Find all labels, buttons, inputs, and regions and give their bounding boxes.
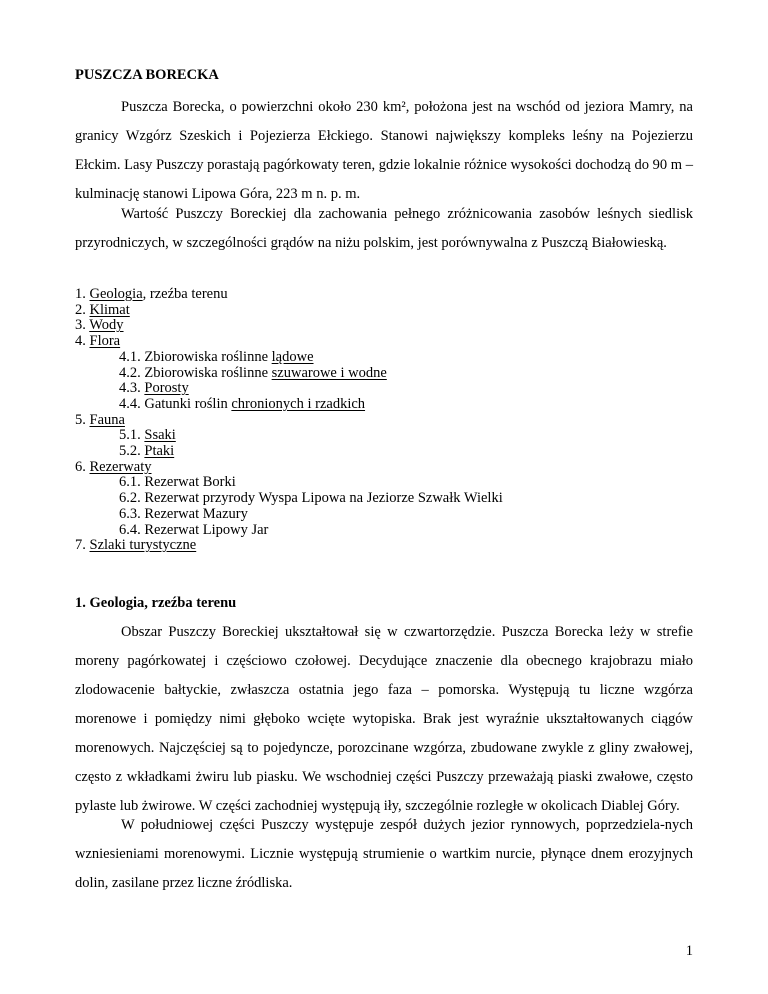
section-heading: 1. Geologia, rzeźba terenu — [75, 595, 237, 611]
toc-item: 3. Wody — [75, 317, 124, 334]
toc-link-fauna[interactable]: Fauna — [89, 411, 125, 428]
toc-link-ssaki[interactable]: Ssaki — [144, 427, 176, 444]
toc-item: 4.3. Porosty — [119, 380, 189, 397]
toc-link-szuwarowe[interactable]: szuwarowe i wodne — [271, 364, 387, 381]
toc-item: 6.3. Rezerwat Mazury — [119, 505, 248, 522]
section-paragraph-2: W południowej części Puszczy występuje zespół dużych jezior rynnowych, poprzedziela-nych wzniesieniami morenowymi. Licznie występują strumienie o wartkim nurcie, płynące dnem erozyjnych dolin, zasilane przez liczne źródliska. — [75, 817, 693, 891]
toc-item: 5. Fauna — [75, 411, 125, 428]
toc-link-porosty[interactable]: Porosty — [144, 380, 189, 397]
toc-link-klimat[interactable]: Klimat — [89, 301, 130, 318]
toc-item: 4.1. Zbiorowiska roślinne lądowe — [119, 348, 314, 365]
toc-item: 2. Klimat — [75, 301, 130, 318]
intro-paragraph-1: Puszcza Borecka, o powierzchni około 230 km², położona jest na wschód od jeziora Mamry, na granicy Wzgórz Szeskich i Pojezierza Ełckiego. Stanowi największy kompleks leśny na Pojezierzu Ełckim. Lasy Puszczy porastają pagórkowaty teren, gdzie lokalnie różnice wysokości dochodzą do 90 m – kulminację stanowi Lipowa Góra, 223 m n. p. m. — [75, 99, 693, 202]
toc-item: 4.4. Gatunki roślin chronionych i rzadkich — [119, 395, 366, 412]
toc-item: 1. Geologia, rzeźba terenu — [75, 286, 228, 302]
toc-link-flora[interactable]: Flora — [89, 333, 121, 350]
toc-link-szlaki[interactable]: Szlaki turystyczne — [89, 537, 197, 554]
toc-item: 6.2. Rezerwat przyrody Wyspa Lipowa na Jeziorze Szwałk Wielki — [119, 490, 503, 507]
toc-item: 4. Flora — [75, 333, 121, 350]
toc-item: 6.4. Rezerwat Lipowy Jar — [119, 521, 269, 538]
toc-link-ptaki[interactable]: Ptaki — [144, 443, 175, 460]
toc-item: 7. Szlaki turystyczne — [75, 537, 197, 554]
toc-item: 5.2. Ptaki — [119, 443, 175, 460]
toc-link-geologia[interactable]: Geologia — [89, 286, 143, 302]
toc-link-ladowe[interactable]: lądowe — [271, 348, 314, 365]
toc-item: 4.2. Zbiorowiska roślinne szuwarowe i wodne — [119, 364, 387, 381]
toc-link-chronionych[interactable]: chronionych i rzadkich — [231, 395, 366, 412]
intro-paragraph-2: Wartość Puszczy Boreckiej dla zachowania pełnego zróżnicowania zasobów leśnych siedlisk przyrodniczych, w szczególności grądów na niżu polskim, jest porównywalna z Puszczą Białowieską. — [75, 206, 693, 251]
toc-item: 6.1. Rezerwat Borki — [119, 474, 236, 491]
toc-link-wody[interactable]: Wody — [89, 317, 124, 334]
document-title: PUSZCZA BORECKA — [75, 67, 219, 83]
section-paragraph-1: Obszar Puszczy Boreckiej ukształtował się w czwartorzędzie. Puszcza Borecka leży w strefie moreny pagórkowatej i częściowo czołowej. Decydujące znaczenie dla obecnego krajobrazu miało zlodowacenie bałtyckie, zwłaszcza ostatnia jego faza – pomorska. Występują tu liczne wzgórza morenowe i pomiędzy nimi głęboko wcięte wytopiska. Brak jest wyraźnie ukształtowanych ciągów morenowych. Najczęściej są to pojedyncze, porozcinane wzgórza, zbudowane zwykle z gliny zwałowej, często z wkładkami żwiru lub piasku. We wschodniej części Puszczy przeważają piaski zwałowe, często pylaste lub żwirowe. W części zachodniej występują iły, szczególnie rozległe w okolicach Diablej Góry. — [75, 624, 693, 814]
toc-item: 6. Rezerwaty — [75, 458, 152, 475]
table-of-contents — [75, 287, 503, 554]
toc-item: 5.1. Ssaki — [119, 427, 176, 444]
toc-link-rezerwaty[interactable]: Rezerwaty — [89, 458, 152, 475]
page-number: 1 — [685, 943, 693, 959]
